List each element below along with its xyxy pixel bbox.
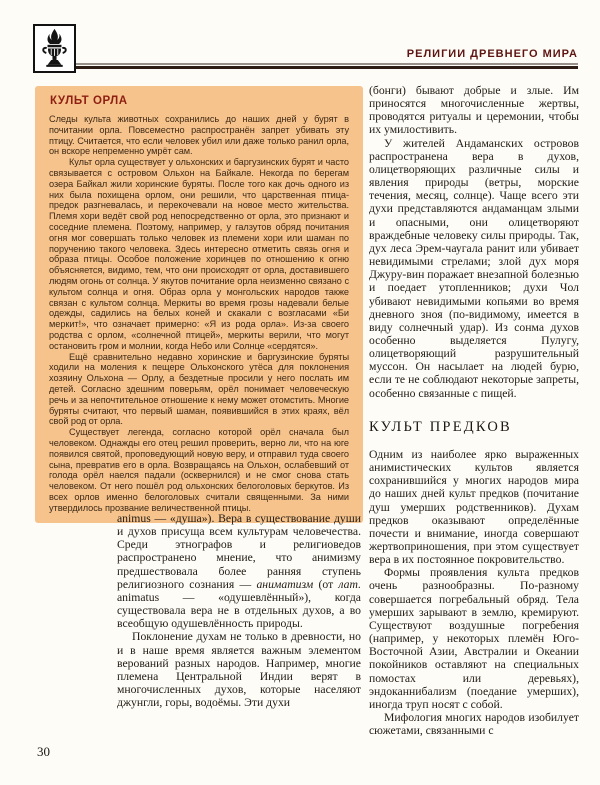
body-paragraph: (бонги) бывают добрые и злые. Им приносятся многочисленные жертвы, проводятся ритуалы и церемонии, чтобы их умилостивить. <box>369 84 579 137</box>
right-text-column <box>369 84 579 737</box>
chapter-emblem <box>33 24 76 73</box>
body-paragraph: Поклонение духам не только в древности, но и в наше время является важным элементом верований разных народов. Например, многие племена Центральной Индии верят в многочисленных духов, которые населяют джунгли, горы, водоёмы. Эти духи <box>117 630 361 710</box>
eagle-box-paragraph: Культ орла существует у ольхонских и баргузинских бурят и часто связывается с островом Ольхон на Байкале. Некогда по берегам озера Байкал жили хоринские буряты. После того как дочь одного из них была похищена орлом, они решили, что царственная птица-предок разгневалась, и перекочевали на новое место жительства. Племя хори ведёт свой род непосредственно от орла, это признают и соседние племена. Поэтому, например, у галзутов обряд почитания огня мог совершать только человек из племени хори или шаман по поручению такого человека. Здесь интересно отметить связь огня и образа птицы. Особое положение хоринцев по отношению к огню объясняется, видимо, тем, что они происходят от орла, доставившего людям огонь от солнца. У якутов почитание орла неизменно связано с культом солнца и огня. Образ орла у монгольских народов также связан с культом солнца. Меркиты во время грозы надевали белые одежды, садились на белых коней и скакали с возгласами «Би меркит!», что означает примерно: «Я из рода орла». Из-за своего родства с орлом, «солнечной птицей», меркиты верили, что могут остановить гром и молнии, когда Небо или Солнце «сердятся». <box>49 157 349 351</box>
eagle-cult-box <box>35 86 363 523</box>
header-rule <box>76 63 578 69</box>
ancestors-cult-heading: КУЛЬТ ПРЕДКОВ <box>369 418 512 435</box>
eagle-box-paragraph: Следы культа животных сохранились до наших дней у бурят в почитании орла. Повсеместно распространён запрет убивать эту птицу. Считается, что если человек убил или даже только ранил орла, он вскоре непременно умрёт сам. <box>49 114 349 157</box>
body-paragraph: animus — «душа»). Вера в существование души и духов присуща всем культурам человечества. Среди этнографов и религиоведов распространено мнение, что анимизму предшествовала более ранняя ступень религиозного сознания — аниматизм (от лат. animatus — «одушевлённый»), когда существовала вера не в отдельных духов, а во всеобщую одушевлённость природы. <box>117 512 361 631</box>
left-text-column <box>117 512 361 709</box>
body-paragraph: Одним из наиболее ярко выраженных анимистических культов является сохранившийся у многих народов мира до наших дней культ предков (почитание душ умерших родственников). Духам предков оказывают определённые почести и внимание, иногда совершают жертвоприношения, при этом существует вера в их постоянное покровительство. <box>369 447 579 567</box>
running-head-title: РЕЛИГИИ ДРЕВНЕГО МИРА <box>406 48 578 60</box>
page-number: 30 <box>37 744 50 759</box>
eagle-box-paragraph: Ещё сравнительно недавно хоринские и баргузинские буряты ходили на моления к пещере Ольхонского утёса для поклонения хозяину Ольхона — Орлу, а бездетные просили у него послать им детей. Согласно здешним поверьям, орёл понимает человеческую речь и за непочтительное отношение к нему может отомстить. Многие буряты считают, что первый шаман, появившийся в этих краях, вёл свой род от орла. <box>49 351 349 427</box>
eagle-cult-box-title: КУЛЬТ ОРЛА <box>50 95 128 107</box>
body-paragraph: Мифология многих народов изобилует сюжетами, связанными с <box>369 711 579 738</box>
eagle-box-paragraph: Существует легенда, согласно которой орёл сначала был человеком. Однажды его отец решил проверить, верно ли, что на юге появился святой, проповедующий новую веру, и отправил туда своего сына, превратив его в орла. Возвращаясь на Ольхон, ослабевший от голода орёл наелся падали (осквернился) и не смог снова стать человеком. От него пошёл род ольхонских белоголовых беркутов. Из всех орлов именно белоголовых считали священными. За ними утвердилось прозвание величественной птицы. <box>49 427 349 513</box>
body-paragraph: Формы проявления культа предков очень разнообразны. По-разному совершается погребальный обряд. Тела умерших зарывают в землю, кремируют. Существуют воздушные погребения (например, у некоторых племён Юго-Восточной Азии, Австралии и Океании покойников оставляют на специальных помостах или деревьях), эндоканнибализм (поедание умерших), иногда труп носят с собой. <box>369 566 579 711</box>
flaming-urn-icon <box>38 28 71 69</box>
body-paragraph: У жителей Андаманских островов распространена вера в духов, олицетворяющих различные силы и явления природы (ветры, морские течения, месяц, солнце). Чаще всего эти духи представляются андаманцам злыми и опасными, они олицетворяют враждебные человеку силы природы. Так, дух леса Эрем-чаугала ранит или убивает невидимыми стрелами; злой дух моря Джуру-вин поражает внезапной болезнью и поедает утопленников; духи Чол убивают невидимыми копьями во время дневного зноя (по-видимому, имеется в виду солнечный удар). Из сонма духов особенно выделяется Пулугу, олицетворяющий разрушительный муссон. Он насылает на людей бурю, если те не соблюдают некоторые запреты, особенно связанные с пищей. <box>369 136 579 400</box>
